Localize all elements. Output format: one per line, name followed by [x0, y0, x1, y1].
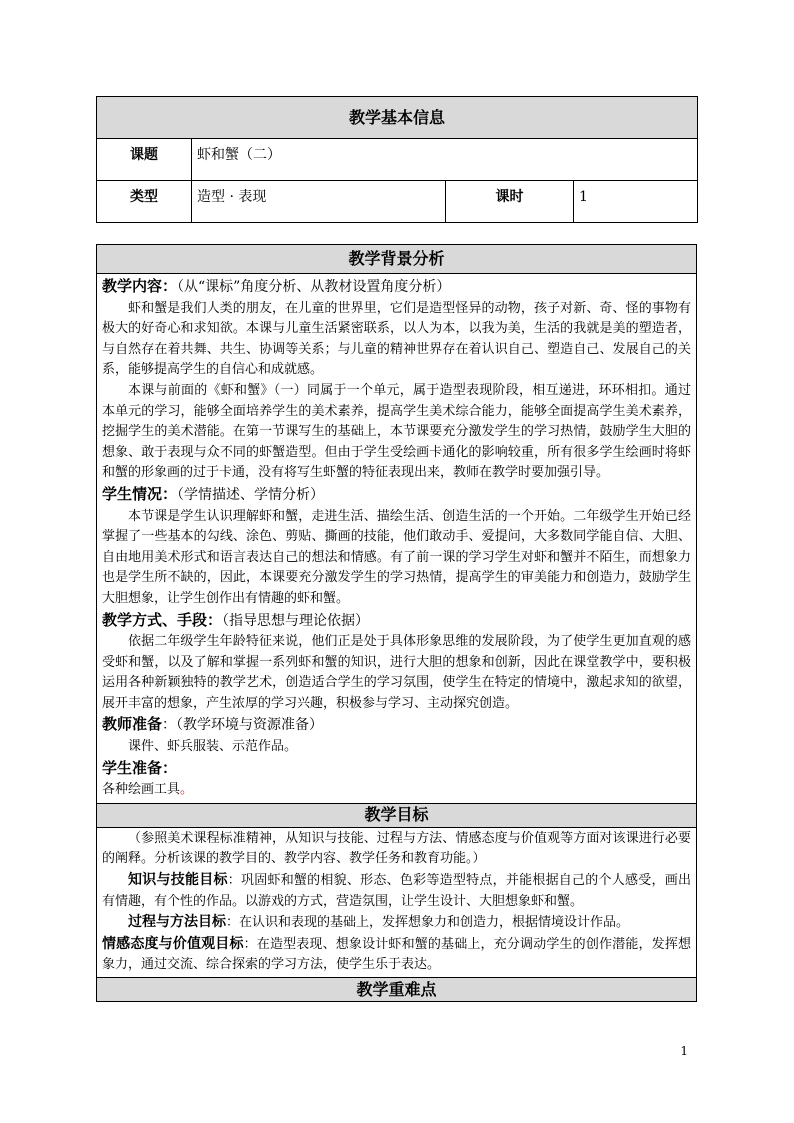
teacher-paragraph-1: 课件、虾兵服装、示范作品。 — [128, 739, 298, 755]
content-paragraph-2: 本课与前面的《虾和蟹》（一）同属于一个单元，属于造型表现阶段，相互递进，环环相扣。通过本单元的学习，能够全面培养学生的美术素养，提高学生美术综合能力，能够全面提高学生美术素养，挖掘学生的美术潜能。在第一节课写生的基础上，本节课要充分激发学生的学习热情，鼓励学生大胆的想象、敢于表现与众不同的虾蟹造型。但由于学生受绘画卡通化的影响较重，所有很多学生绘画时将虾和蟹的形象画的过于卡通，没有将写生虾蟹的特征表现出来，教师在教学时要加强引导。 — [102, 382, 691, 481]
background-section-body — [97, 274, 697, 804]
method-heading-line — [102, 610, 691, 633]
student-heading-note: （学情描述、学情分析） — [177, 486, 325, 503]
difficulties-section-title: 教学重难点 — [97, 978, 697, 1002]
student-paragraph-1: 本节课是学生认识理解虾和蟹，走进生活、描绘生活、创造生活的一个开始。二年级学生开始已经掌握了一些基本的勾线、涂色、剪贴、撕画的技能，他们敢动手、爱提问，大多数同学能自信、大胆、自由地用美术形式和语言表达自己的想法和情感。有了前一课的学习学生对虾和蟹并不陌生，而想象力也是学生所不缺的，因此，本课要充分激发学生的学习热情，提高学生的审美能力和创造力，鼓励学生大胆想象，让学生创作出有情趣的虾和蟹。 — [102, 508, 691, 606]
topic-value: 虾和蟹（二） — [192, 139, 698, 181]
content-heading-note: （从“课标”角度分析、从教材设置角度分析） — [177, 279, 451, 295]
content-paragraph-1: 虾和蟹是我们人类的朋友，在儿童的世界里，它们是造型怪异的动物，孩子对新、奇、怪的事物有极大的好奇心和求知欲。本课与儿童生活紧密联系，以人为本，以我为美，生活的我就是美的塑造者，与自然存在着共舞、共生、协调等关系；与儿童的精神世界存在着认识自己、塑造自己、发展自己的关系，能够提高学生的自信心和成就感。 — [102, 300, 691, 378]
background-section-title: 教学背景分析 — [97, 245, 697, 274]
student-prep-colon: ： — [162, 758, 178, 777]
knowledge-goal-text: ：巩固虾和蟹的相貌、形态、色彩等造型特点，并能根据自己的个人感受，画出有情趣，有个性的作品。以游戏的方式，营造氛围，让学生设计、大胆想象虾和蟹。 — [102, 873, 691, 909]
student-prep-heading: 学生准备 — [102, 758, 163, 777]
student-heading: 学生情况： — [102, 484, 178, 503]
student-prep-paragraph — [102, 780, 691, 801]
teacher-heading-line — [102, 714, 691, 737]
student-prep-mark: 。 — [180, 782, 194, 798]
student-heading-line — [102, 484, 691, 507]
emotion-goal-text: ：在造型表现、想象设计虾和蟹的基础上，充分调动学生的创作潜能，发挥想象力，通过交流、综合探索的学习方法，使学生乐于表达。 — [102, 936, 691, 973]
knowledge-goal-label: 知识与技能目标 — [128, 872, 228, 889]
emotion-goal — [102, 934, 691, 976]
method-heading: 教学方式、手段： — [102, 610, 223, 629]
process-goal-text: ：在认识和表现的基础上，发挥想象力和创造力，根据情境设计作品。 — [226, 915, 630, 931]
student-prep-text: 各种绘画工具 — [102, 782, 181, 798]
emotion-goal-label: 情感态度与价值观目标 — [102, 935, 244, 952]
process-goal-label: 过程与方法目标 — [128, 914, 226, 931]
type-label: 类型 — [97, 181, 192, 223]
hours-value: 1 — [574, 181, 698, 223]
goals-section-body — [97, 827, 697, 977]
topic-label: 课题 — [97, 139, 192, 181]
knowledge-goal — [102, 870, 691, 912]
method-heading-note: （指导思想与理论依据） — [222, 612, 370, 629]
hours-label: 课时 — [446, 181, 574, 223]
goals-section-title: 教学目标 — [97, 803, 697, 827]
process-goal — [102, 912, 691, 934]
basic-info-title: 教学基本信息 — [97, 97, 698, 139]
page-number: 1 — [680, 1044, 688, 1058]
goals-intro: （参照美术课程标准精神，从知识与技能、过程与方法、情感态度与价值观等方面对该课进行必要的阐释。分析该课的教学目的、教学内容、教学任务和教育功能。） — [102, 830, 691, 867]
teacher-heading-note: ：（教学环境与资源准备） — [162, 717, 324, 734]
content-heading: 教学内容： — [102, 277, 178, 295]
analysis-table — [96, 244, 697, 1002]
teacher-heading: 教师准备 — [102, 715, 163, 734]
type-value: 造型 · 表现 — [192, 181, 446, 223]
student-prep-heading-line — [102, 758, 691, 781]
content-heading-line — [102, 276, 691, 299]
method-paragraph-1: 依据二年级学生年龄特征来说，他们正是处于具体形象思维的发展阶段，为了使学生更加直观的感受虾和蟹，以及了解和掌握一系列虾和蟹的知识，进行大胆的想象和创新，因此在课堂教学中，要积极运用各种新颖独特的教学艺术，创造适合学生的学习氛围，使学生在特定的情境中，激起求知的欲望，展开丰富的想象，产生浓厚的学习兴趣，积极参与学习、主动探究创造。 — [102, 634, 691, 711]
basic-info-table — [96, 96, 698, 223]
